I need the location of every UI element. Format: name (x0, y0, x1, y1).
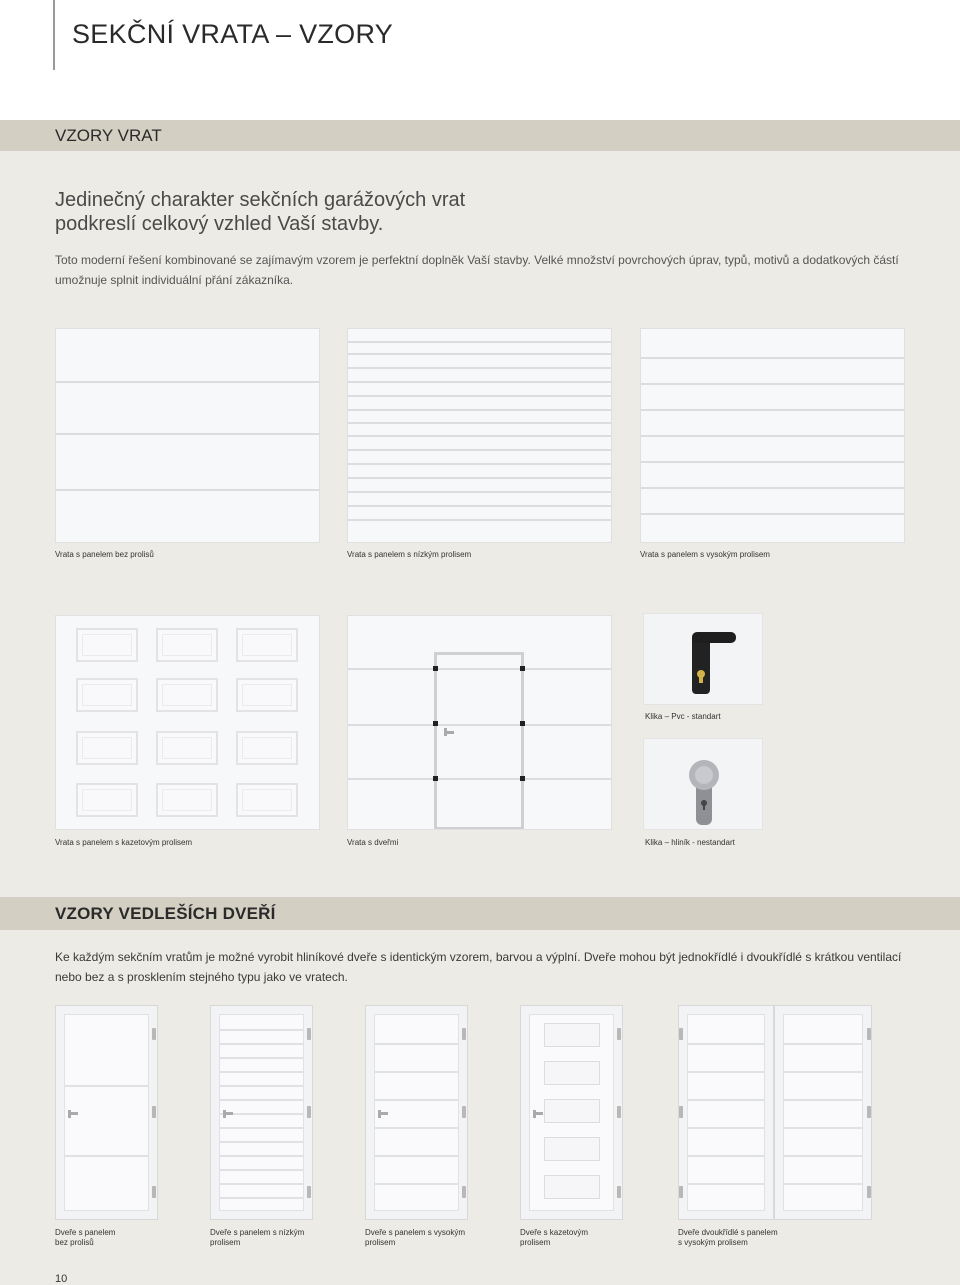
black-lever-handle-icon (643, 613, 763, 705)
side-door-high-ribbed-image (365, 1005, 468, 1220)
section-band-side-doors (0, 897, 960, 930)
header-divider (53, 0, 55, 70)
side-door-caption: Dveře s panelem s vysokým prolisem (365, 1228, 466, 1247)
side-door-low-ribbed-image (210, 1005, 313, 1220)
handle-caption: Klika – hliník - nestandart (645, 838, 735, 847)
side-door-double-left-image (678, 1005, 774, 1220)
section-heading-gates: VZORY VRAT (55, 126, 162, 145)
gate-caption: Vrata s panelem s vysokým prolisem (640, 550, 770, 559)
gate-with-door-image (347, 615, 612, 830)
section-heading-side-doors: VZORY VEDLEŠÍCH DVEŘÍ (55, 904, 276, 923)
side-door-cassette-image (520, 1005, 623, 1220)
silver-knob-handle-icon (643, 738, 763, 830)
side-door-caption: Dveře s panelem bez prolisů (55, 1228, 116, 1247)
gate-caption: Vrata s panelem bez prolisů (55, 550, 154, 559)
headline-line-2: podkreslí celkový vzhled Vaší stavby. (55, 213, 384, 235)
side-door-caption: Dveře dvoukřídlé s panelem s vysokým prolisem (678, 1228, 778, 1247)
gate-caption: Vrata s panelem s nízkým prolisem (347, 550, 472, 559)
headline-line-1: Jedinečný charakter sekčních garážových vrat (55, 189, 466, 211)
page-number: 10 (55, 1273, 68, 1285)
intro-paragraph: Toto moderní řešení kombinované se zajímavým vzorem je perfektní doplněk Vaší stavby. Velké množství povrchových úprav, typů, motivů a dodatkových částí umožnuje splnit individuální přání zákazníka. (55, 253, 899, 287)
gate-caption: Vrata s panelem s kazetovým prolisem (55, 838, 193, 847)
gate-low-ribbed-image (347, 328, 612, 543)
page-title: SEKČNÍ VRATA – VZORY (72, 19, 394, 49)
side-door-caption: Dveře s panelem s nízkým prolisem (210, 1228, 305, 1247)
side-doors-paragraph: Ke každým sekčním vratům je možné vyrobit hliníkové dveře s identickým vzorem, barvou a výplní. Dveře mohou být jednokřídlé i dvoukřídlé s krátkou ventilací nebo bez a s prosklením stejného typu jako ve vratech. (55, 950, 902, 984)
page-header (0, 0, 960, 120)
intro-headline (55, 188, 465, 236)
side-door-flat-image (55, 1005, 158, 1220)
handle-caption: Klika – Pvc - standart (645, 712, 721, 721)
page-content (0, 120, 960, 1285)
gate-high-ribbed-image (640, 328, 905, 543)
gate-caption: Vrata s dveřmi (347, 838, 399, 847)
side-door-double-right-image (774, 1005, 872, 1220)
section-band-gates (0, 120, 960, 151)
pass-door-frame (434, 652, 524, 830)
gate-cassette-image (55, 615, 320, 830)
side-door-caption: Dveře s kazetovým prolisem (520, 1228, 589, 1247)
gate-flat-panel-image (55, 328, 320, 543)
